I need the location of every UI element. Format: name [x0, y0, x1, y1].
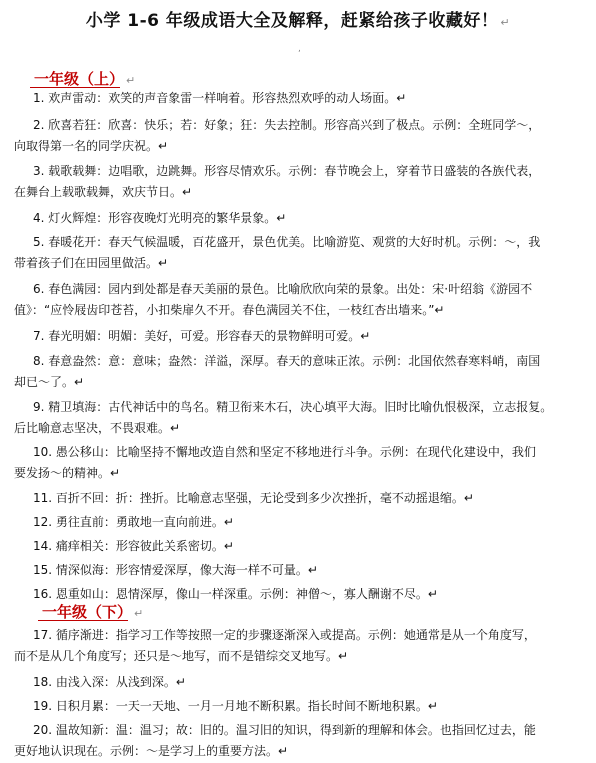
- idiom-entry: [14, 512, 586, 533]
- section-heading-grade1-second: 一年级（下） ↵: [42, 603, 144, 621]
- entry-line-first: 10. 愚公移山：比喻坚持不懈地改造自然和坚定不移地进行斗争。示例：在现代化建设中，我们: [33, 445, 536, 459]
- idiom-entry: [14, 720, 586, 762]
- entry-line-continued: 却已～了。↵: [14, 375, 85, 389]
- entry-line-continued: 在舞台上载歌载舞，欢庆节日。↵: [14, 185, 193, 199]
- page-title: 小学 1-6 年级成语大全及解释，赶紧给孩子收藏好！ ↵: [85, 11, 511, 31]
- entry-line-continued: 而不是从几个角度写；还只是～地写，而不是错综交叉地写。↵: [14, 649, 349, 663]
- entry-line-first: 11. 百折不回：折：挫折。比喻意志坚强，无论受到多少次挫折，毫不动摇退缩。↵: [33, 491, 474, 505]
- idiom-entry: [14, 672, 586, 693]
- entry-line-continued: 向取得第一名的同学庆祝。↵: [14, 139, 169, 153]
- entry-line-first: 2. 欣喜若狂：欣喜：快乐；若：好象；狂：失去控制。形容高兴到了极点。示例：全班同学～，: [33, 118, 541, 132]
- paragraph-mark-icon: ↵: [500, 16, 511, 29]
- entry-line-first: 9. 精卫填海：古代神话中的鸟名。精卫衔来木石，决心填平大海。旧时比喻仇恨极深，立志报复。: [33, 400, 553, 414]
- entry-line-continued: 带着孩子们在田园里做活。↵: [14, 256, 169, 270]
- idiom-entry: [14, 488, 586, 509]
- section-heading-grade1-first: 一年级（上） ↵: [34, 70, 136, 88]
- idiom-entry: [14, 536, 586, 557]
- entry-line-first: 5. 春暖花开：春天气候温暖，百花盛开，景色优美。比喻游览、观赏的大好时机。示例：～，我: [33, 235, 541, 249]
- idiom-entry: [14, 625, 586, 667]
- entry-line-continued: 值》：“应怜屐齿印苍苔，小扣柴扉久不开。春色满园关不住，一枝红杏出墙来。”↵: [14, 303, 445, 317]
- empty-paragraph-mark: ,: [298, 44, 301, 54]
- entry-line-first: 14. 痛痒相关：形容彼此关系密切。↵: [33, 539, 234, 553]
- entry-line-continued: 更好地认识现在。示例：～是学习上的重要方法。↵: [14, 744, 289, 758]
- entry-line-first: 16. 恩重如山：恩情深厚，像山一样深重。示例：神僧～，寡人酬谢不尽。↵: [33, 587, 438, 601]
- entry-line-continued: 要发扬～的精神。↵: [14, 466, 121, 480]
- idiom-entry: [14, 88, 586, 109]
- entry-line-first: 20. 温故知新：温：温习；故：旧的。温习旧的知识，得到新的理解和体会。也指回忆过去，能: [33, 723, 536, 737]
- entry-line-first: 12. 勇往直前：勇敢地一直向前进。↵: [33, 515, 234, 529]
- section-underline: [38, 620, 128, 621]
- entry-line-first: 7. 春光明媚：明媚：美好，可爱。形容春天的景物鲜明可爱。↵: [33, 329, 371, 343]
- idiom-entry: [14, 115, 586, 157]
- entry-line-first: 17. 循序渐进：指学习工作等按照一定的步骤逐渐深入或提高。示例：她通常是从一个角度写，: [33, 628, 536, 642]
- idiom-entry: [14, 208, 586, 229]
- idiom-entry: [14, 161, 586, 203]
- idiom-entry: [14, 696, 586, 717]
- entry-line-first: 19. 日积月累：一天一天地、一月一月地不断积累。指长时间不断地积累。↵: [33, 699, 438, 713]
- entry-line-first: 18. 由浅入深：从浅到深。↵: [33, 675, 186, 689]
- idiom-entry: [14, 232, 586, 274]
- idiom-entry: [14, 279, 586, 321]
- idiom-entry: [14, 397, 586, 439]
- entry-line-continued: 后比喻意志坚决，不畏艰难。↵: [14, 421, 181, 435]
- entry-line-first: 3. 载歌载舞：边唱歌，边跳舞。形容尽情欢乐。示例：春节晚会上，穿着节日盛装的各族代表，: [33, 164, 541, 178]
- entry-line-first: 4. 灯火辉煌：形容夜晚灯光明亮的繁华景象。↵: [33, 211, 287, 225]
- entry-line-first: 8. 春意盎然：意：意味；盎然：洋溢，深厚。春天的意味正浓。示例：北国依然春寒料峭，南国: [33, 354, 541, 368]
- idiom-entry: [14, 351, 586, 393]
- entry-line-first: 6. 春色满园：园内到处都是春天美丽的景色。比喻欣欣向荣的景象。出处：宋·叶绍翁《游园不: [33, 282, 533, 296]
- entry-line-first: 1. 欢声雷动：欢笑的声音象雷一样响着。形容热烈欢呼的动人场面。↵: [33, 91, 407, 105]
- idiom-entry: [14, 584, 586, 605]
- entry-line-first: 15. 情深似海：形容情爱深厚，像大海一样不可量。↵: [33, 563, 318, 577]
- idiom-entry: [14, 326, 586, 347]
- idiom-entry: [14, 560, 586, 581]
- idiom-entry: [14, 442, 586, 484]
